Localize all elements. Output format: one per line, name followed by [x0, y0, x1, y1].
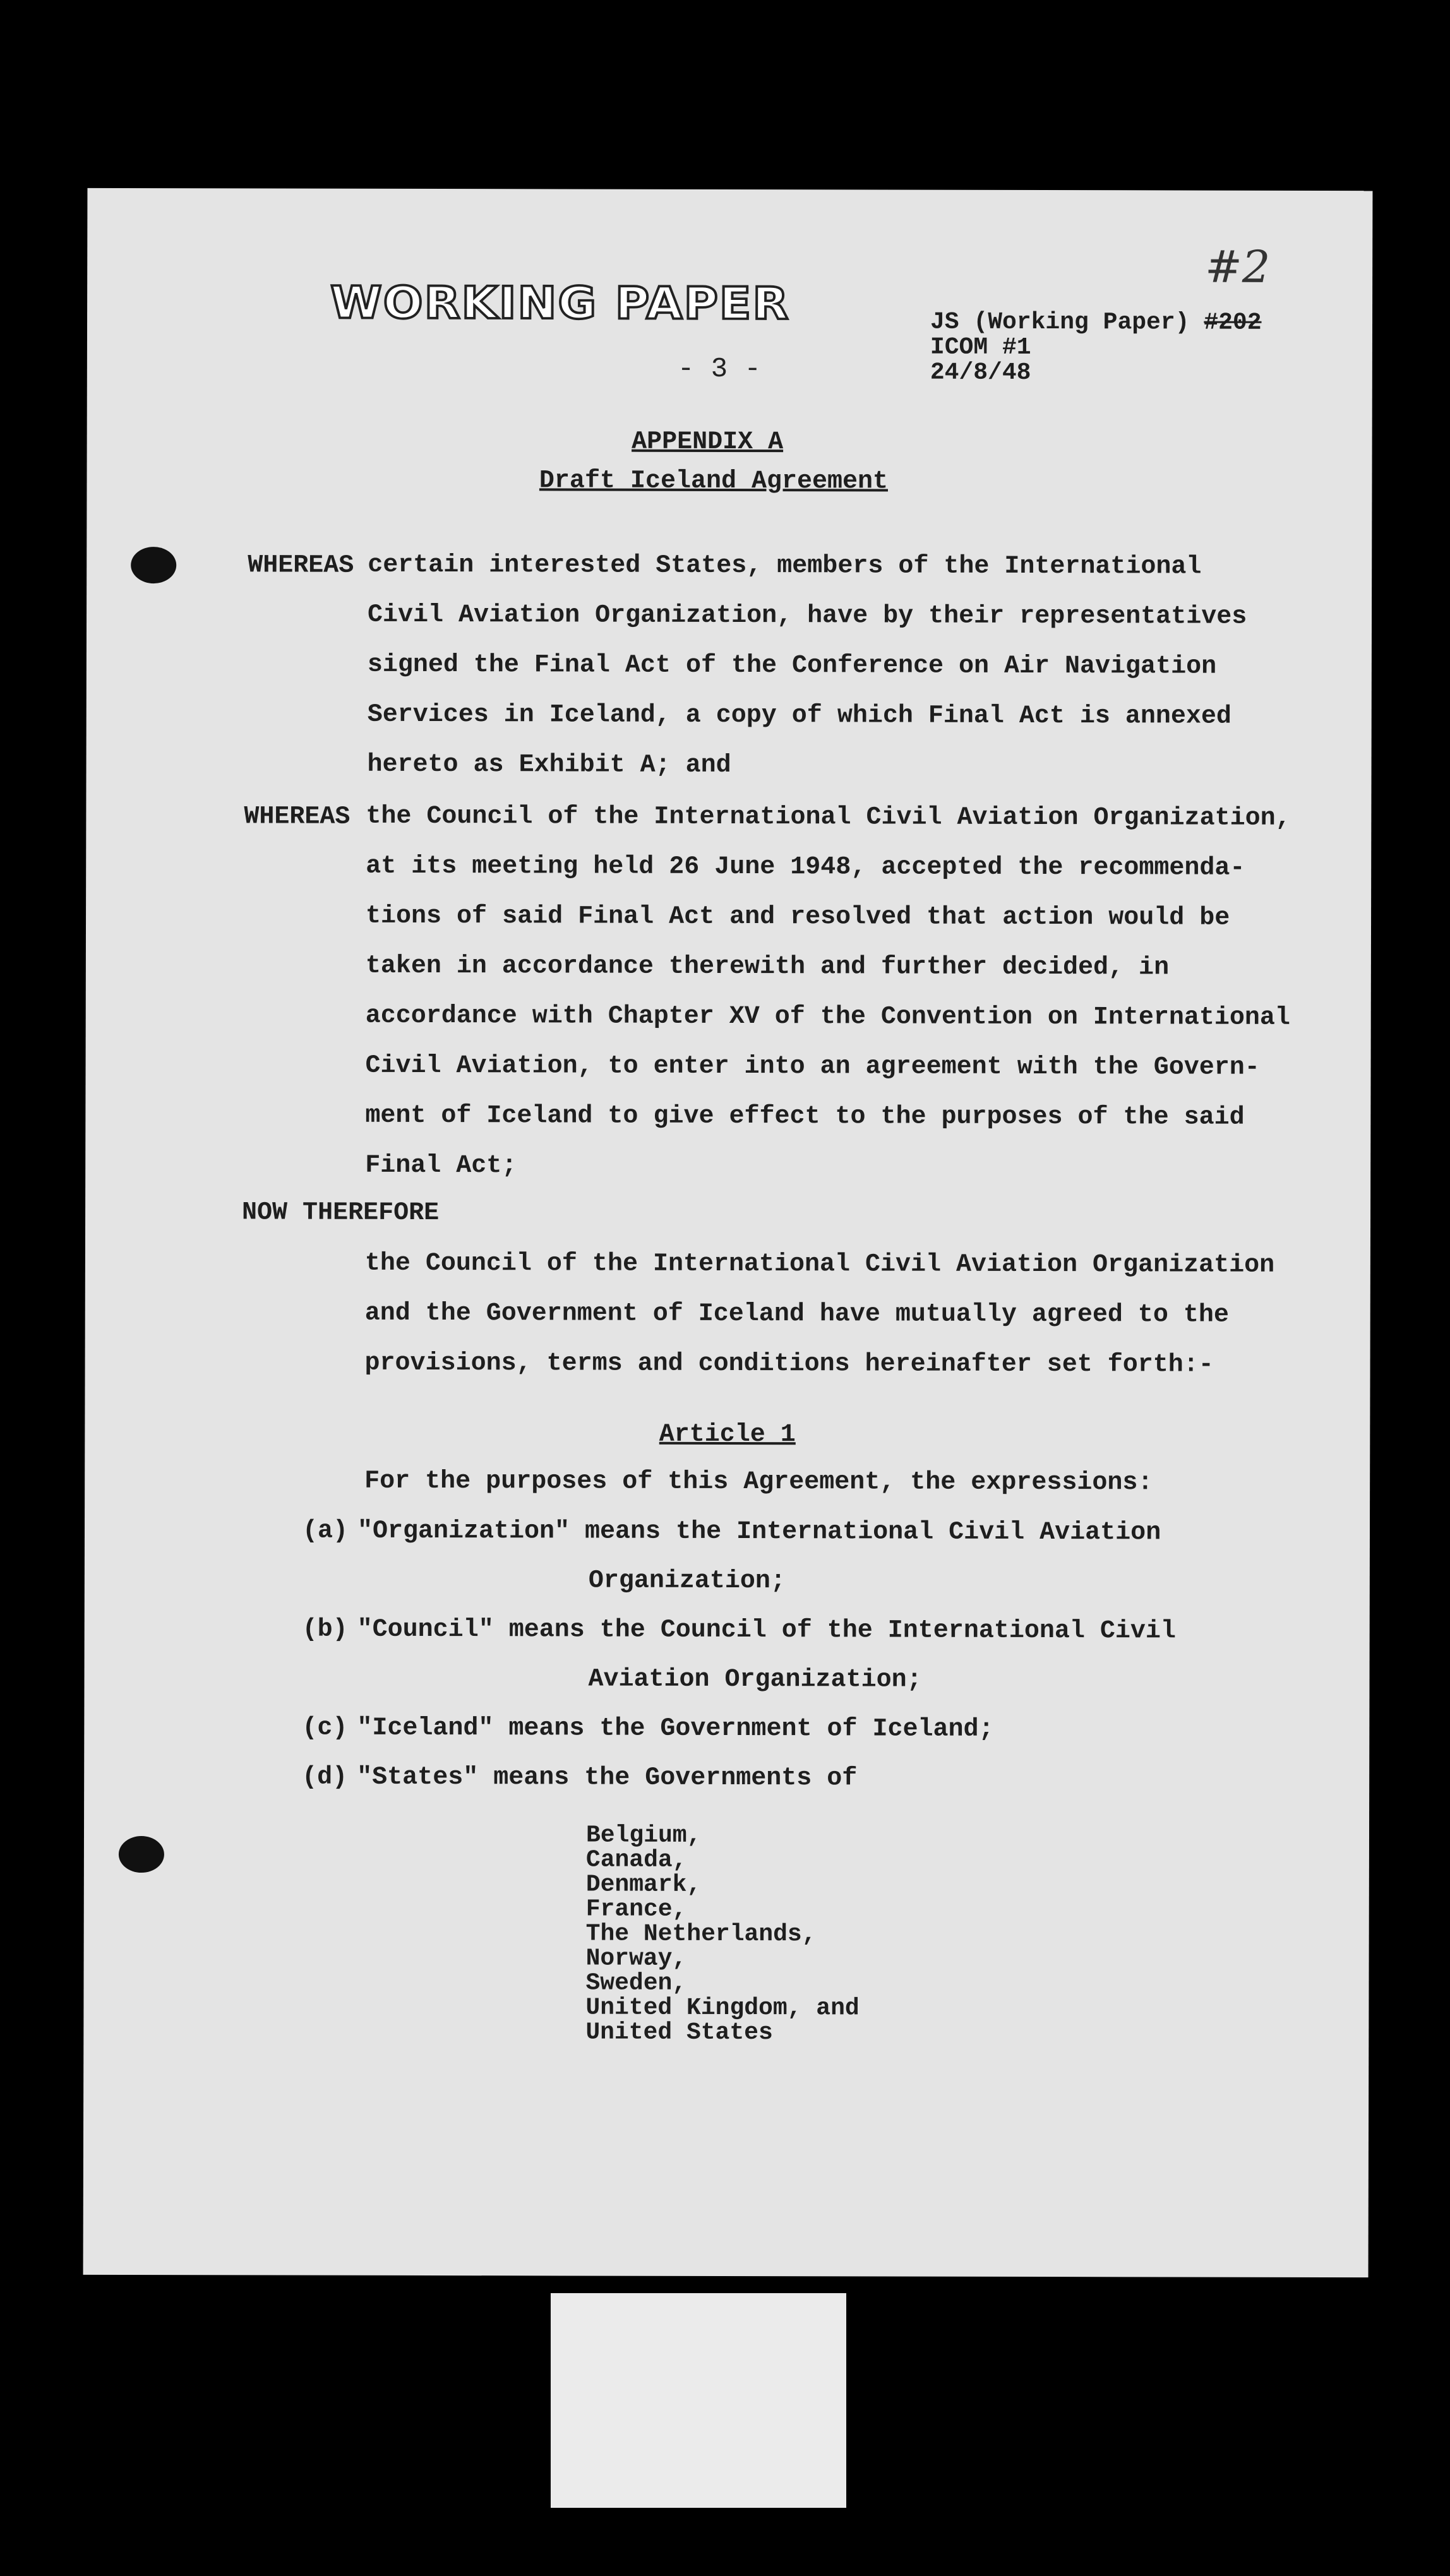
text-line: Civil Aviation, to enter into an agreement with the Govern-	[365, 1051, 1260, 1082]
state-item: The Netherlands,	[585, 1920, 817, 1948]
definition-continuation: Aviation Organization;	[588, 1665, 922, 1695]
now-therefore-label: NOW THEREFORE	[242, 1198, 440, 1228]
appendix-title: APPENDIX A	[632, 427, 784, 457]
item-mark: (a)	[302, 1517, 349, 1546]
reference-line	[930, 310, 1262, 336]
state-item: Canada,	[585, 1846, 687, 1874]
text-line: signed the Final Act of the Conference on Air Navigation	[367, 650, 1217, 681]
state-item: Sweden,	[585, 1969, 687, 1997]
state-item: France,	[585, 1895, 687, 1923]
states-list	[585, 1823, 860, 2046]
definition-states: "States" means the Governments of	[357, 1763, 858, 1793]
whereas-label: WHEREAS	[248, 551, 354, 580]
definition-continuation: Organization;	[588, 1566, 786, 1596]
definition-organization: "Organization" means the International Civil Aviation	[357, 1517, 1161, 1547]
state-item: Norway,	[585, 1945, 687, 1972]
item-mark: (d)	[302, 1763, 348, 1792]
page-number: - 3 -	[677, 353, 761, 386]
text-line: the Council of the International Civil Aviation Organization,	[366, 802, 1291, 833]
text-line: certain interested States, members of the International	[368, 551, 1202, 581]
state-item: Belgium,	[585, 1822, 702, 1849]
definition-council: "Council" means the Council of the International Civil	[357, 1615, 1176, 1646]
item-mark: (c)	[302, 1714, 348, 1743]
punch-hole	[119, 1836, 164, 1873]
document-reference	[930, 310, 1262, 386]
reference-prefix: JS (Working Paper)	[930, 308, 1204, 337]
text-line: at its meeting held 26 June 1948, accepted the recommenda-	[366, 852, 1245, 883]
item-mark: (b)	[302, 1615, 348, 1644]
state-item: United States	[585, 2018, 773, 2047]
text-line: the Council of the International Civil Aviation Organization	[364, 1249, 1275, 1280]
text-line: and the Government of Iceland have mutually agreed to the	[364, 1299, 1230, 1330]
agreement-title: Draft Iceland Agreement	[539, 467, 889, 496]
text-line: Civil Aviation Organization, have by their representatives	[368, 600, 1247, 631]
state-item: United Kingdom, and	[585, 1994, 860, 2022]
now-therefore-text	[364, 1239, 1274, 1390]
article-1-title: Article 1	[659, 1420, 796, 1450]
blank-slip	[551, 2293, 846, 2508]
text-line: Services in Iceland, a copy of which Final Act is annexed	[367, 700, 1231, 731]
working-paper-stamp: WORKING PAPER	[330, 277, 790, 330]
text-line: tions of said Final Act and resolved that action would be	[366, 902, 1230, 933]
text-line: hereto as Exhibit A; and	[367, 750, 731, 780]
article-1-intro: For the purposes of this Agreement, the expressions:	[364, 1467, 1153, 1498]
text-line: ment of Iceland to give effect to the purposes of the said	[365, 1101, 1245, 1132]
reference-line: ICOM #1	[930, 333, 1031, 362]
struck-reference: #202	[1204, 309, 1262, 337]
handwritten-note: #2	[1205, 241, 1271, 293]
text-line: Final Act;	[365, 1151, 517, 1181]
document-page	[83, 188, 1373, 2277]
text-line: accordance with Chapter XV of the Convention on International	[365, 1001, 1291, 1032]
punch-hole	[131, 547, 176, 583]
text-line: provisions, terms and conditions hereinafter set forth:-	[364, 1349, 1214, 1380]
definition-iceland: "Iceland" means the Government of Iceland;	[357, 1714, 994, 1744]
recital-1-text	[367, 540, 1247, 792]
whereas-label: WHEREAS	[244, 802, 351, 832]
state-item: Denmark,	[585, 1871, 702, 1899]
recital-2-text	[365, 792, 1291, 1193]
text-line: taken in accordance therewith and further decided, in	[365, 951, 1170, 982]
reference-date: 24/8/48	[930, 359, 1031, 387]
